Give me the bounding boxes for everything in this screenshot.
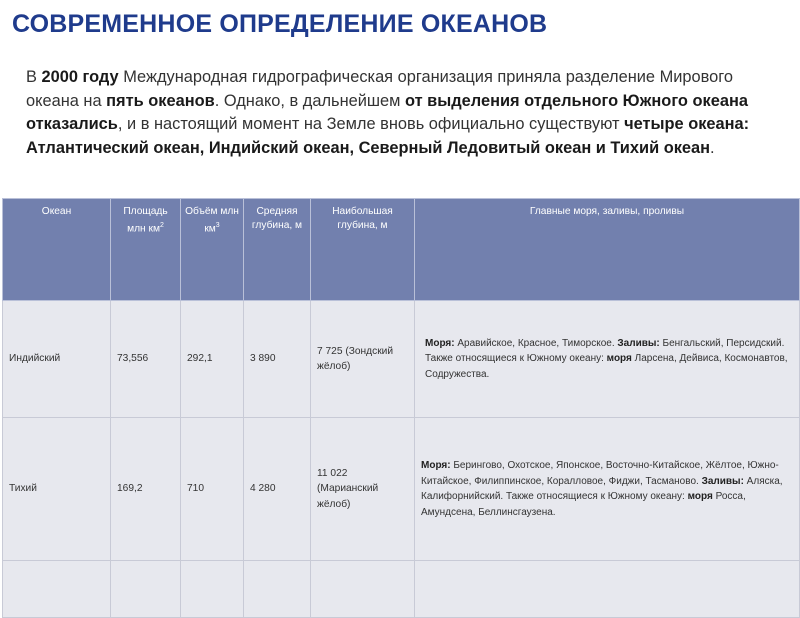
intro-text: , и в настоящий момент на Земле вновь официально существуют (117, 115, 625, 133)
intro-text: . (710, 138, 715, 157)
intro-southern-refused: от выделения отдельного Южного океана отказались (26, 91, 748, 133)
header-seas: Главные моря, заливы, проливы (415, 199, 800, 301)
page-title: СОВРЕМЕННОЕ ОПРЕДЕЛЕНИЕ ОКЕАНОВ (12, 10, 548, 38)
table-header-row (3, 199, 800, 301)
header-area: Площадь млн $км^2$ (111, 199, 181, 301)
cell-max-depth: 11 022 (Марианский жёлоб) (311, 418, 415, 561)
cell-max-depth: 7 725 (Зондский жёлоб) (311, 301, 415, 418)
intro-year: 2000 году (41, 68, 119, 86)
header-max-depth: Наибольшая глубина, м (311, 199, 415, 301)
cell-volume: 710 (181, 418, 244, 561)
intro-five-oceans: пять океанов (106, 91, 215, 110)
oceans-table (2, 198, 800, 618)
intro-text: . Однако, в дальнейшем (214, 91, 405, 110)
cell-area: 169,2 (111, 418, 181, 561)
cell-avg-depth: 4 280 (244, 418, 311, 561)
table-row (3, 301, 800, 418)
header-avg-depth: Средняя глубина, м (244, 199, 311, 301)
table-row-empty (3, 561, 800, 618)
cell-avg-depth: 3 890 (244, 301, 311, 418)
header-volume: Объём млн $км^3$ (181, 199, 244, 301)
cell-ocean: Тихий (3, 418, 111, 561)
intro-four-oceans: четыре океана: Атлантический океан, Индийский океан, Северный Ледовитый океан и Тихий океан (26, 115, 750, 157)
intro-text: В (26, 68, 42, 86)
header-ocean: Океан (3, 199, 111, 301)
cell-seas: Моря: Берингово, Охотское, Японское, Восточно-Китайское, Жёлтое, Южно-Китайское, Филиппинское, Коралловое, Фиджи, Тасманово. Заливы: Аляска, Калифорнийский. Также относящиеся к Южному океану: моря Росса, Амундсена, Беллинсгаузена. (415, 418, 800, 561)
table-row (3, 418, 800, 561)
intro-paragraph (26, 66, 761, 160)
cell-seas: Моря: Аравийское, Красное, Тиморское. Заливы: Бенгальский, Персидский. Также относящиеся к Южному океану: моря Ларсена, Дейвиса, Космонавтов, Содружества. (415, 301, 800, 418)
intro-text: Международная гидрографическая организация приняла разделение Мирового океана на (26, 68, 733, 110)
cell-volume: 292,1 (181, 301, 244, 418)
cell-area: 73,556 (111, 301, 181, 418)
cell-ocean: Индийский (3, 301, 111, 418)
